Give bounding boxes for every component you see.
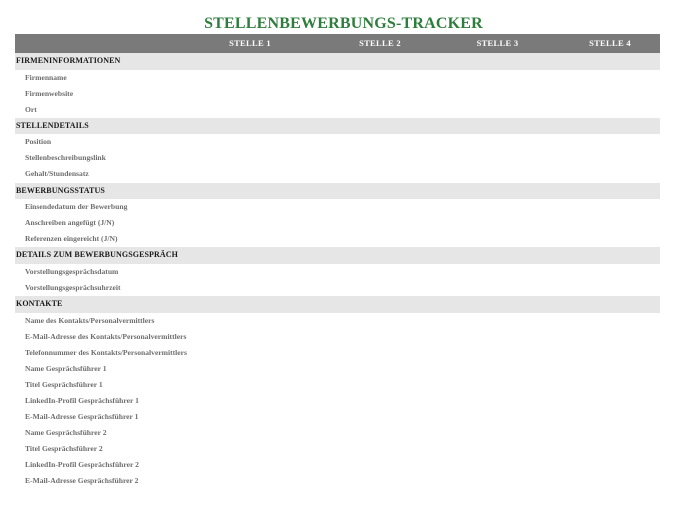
section-heading-kontakte: KONTAKTE [15,296,660,313]
row-label[interactable]: E-Mail-Adresse Gesprächsführer 1 [25,412,139,422]
row-label[interactable]: LinkedIn-Profil Gesprächsführer 2 [25,460,139,470]
row-label[interactable]: E-Mail-Adresse Gesprächsführer 2 [25,476,139,486]
row-label[interactable]: Einsendedatum der Bewerbung [25,202,128,212]
row-label[interactable]: Anschreiben angefügt (J/N) [25,218,115,228]
row-label[interactable]: Vorstellungsgesprächsuhrzeit [25,282,121,292]
row-label[interactable]: Titel Gesprächsführer 2 [25,444,103,454]
section-heading-bewerbungsgespraech: DETAILS ZUM BEWERBUNGSGESPRÄCH [15,247,660,264]
row-label[interactable]: Telefonnummer des Kontakts/Personalvermittlers [25,347,187,357]
row-label[interactable]: Titel Gesprächsführer 1 [25,379,103,389]
section-heading-stellendetails: STELLENDETAILS [15,118,660,135]
row-label[interactable]: Position [25,137,52,147]
section-heading-bewerbungsstatus: BEWERBUNGSSTATUS [15,183,660,200]
page-title: STELLENBEWERBUNGS-TRACKER [204,15,483,32]
column-header-spacer [15,34,175,53]
row-label[interactable]: Name Gesprächsführer 1 [25,363,107,373]
column-header-row [15,34,660,53]
row-label[interactable]: Referenzen eingereicht (J/N) [25,234,118,244]
column-header-stelle-1[interactable]: STELLE 1 [229,38,271,48]
row-label[interactable]: Ort [25,104,37,114]
column-header-stelle-3[interactable]: STELLE 3 [476,38,519,48]
row-label[interactable]: Stellenbeschreibungslink [25,153,106,163]
row-label[interactable]: Firmenwebsite [25,88,74,98]
row-label[interactable]: Firmenname [25,72,67,82]
column-header-stelle-2[interactable]: STELLE 2 [359,38,401,48]
row-label[interactable]: LinkedIn-Profil Gesprächsführer 1 [25,396,139,405]
row-label[interactable]: Gehalt/Stundensatz [25,169,89,179]
tracker-sheet [15,14,660,490]
row-label[interactable]: E-Mail-Adresse des Kontakts/Personalvermittlers [25,331,187,341]
row-label[interactable]: Name Gesprächsführer 2 [25,428,107,438]
row-label[interactable]: Vorstellungsgesprächsdatum [25,266,119,276]
row-label[interactable]: Name des Kontakts/Personalvermittlers [25,315,155,325]
column-header-stelle-4[interactable]: STELLE 4 [589,38,631,48]
section-heading-firmeninformationen: FIRMENINFORMATIONEN [15,53,660,70]
